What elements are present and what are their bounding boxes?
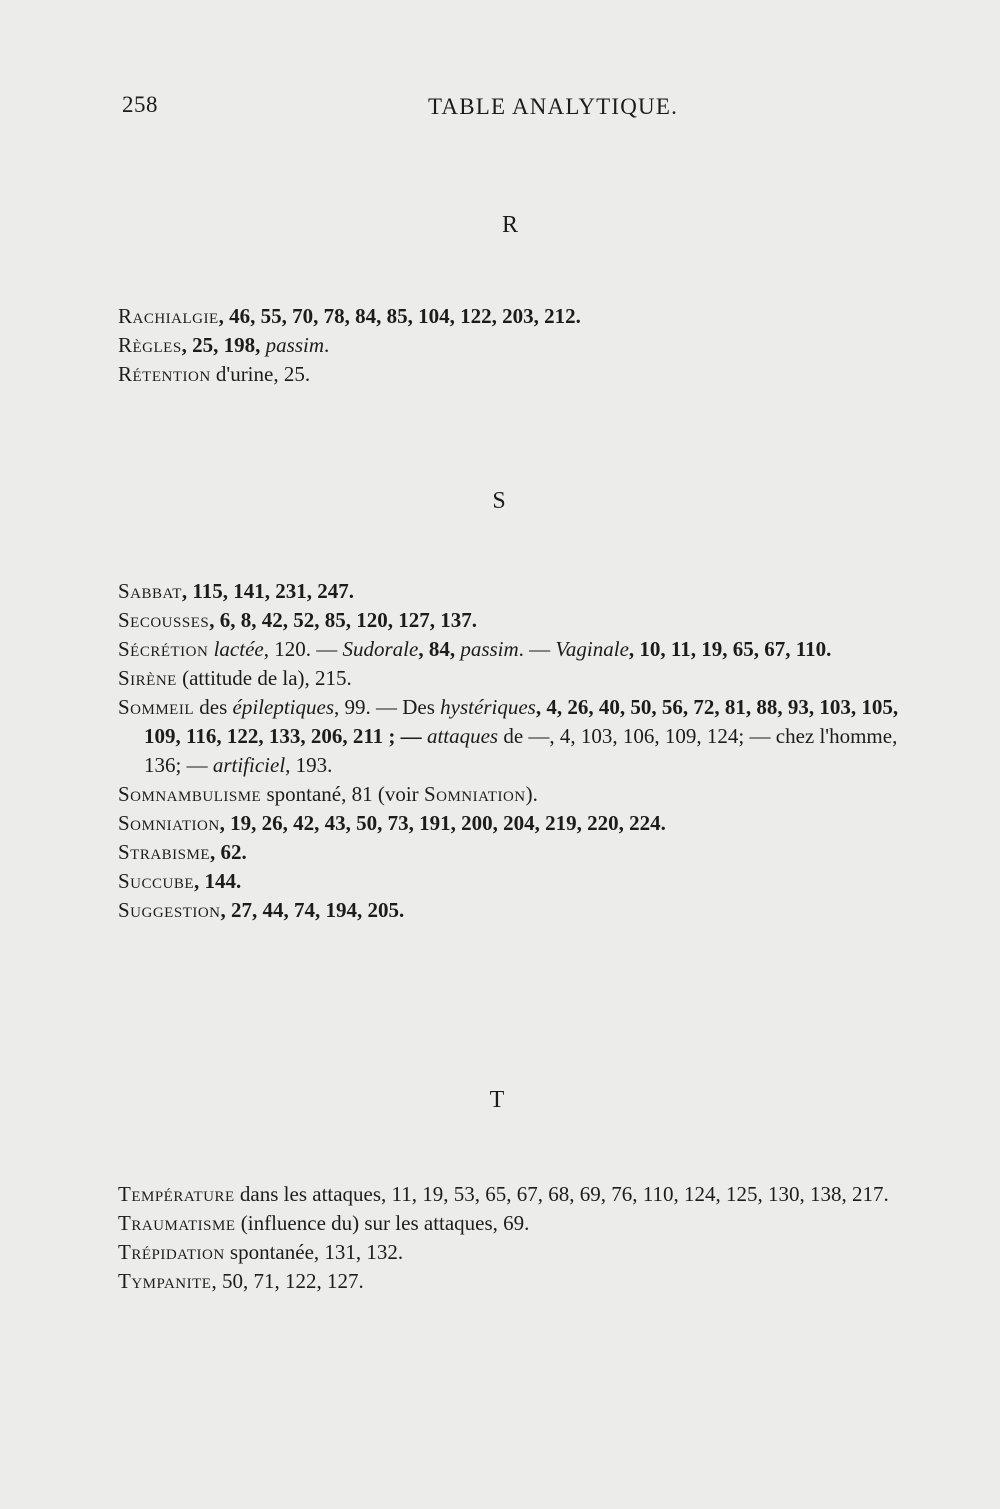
index-entry: [118, 838, 908, 867]
section-r-entries: [118, 302, 908, 389]
entry-italic: Vaginale: [555, 637, 629, 661]
entry-term: Succube: [118, 869, 195, 893]
index-entry: [118, 577, 908, 606]
entry-refs: , 62.: [210, 840, 247, 864]
entry-italic: passim: [460, 637, 519, 661]
entry-italic: passim: [265, 333, 325, 357]
section-letter-r: R: [501, 212, 518, 238]
entry-italic: lactée: [213, 637, 264, 661]
entry-refs: , 25, 198,: [181, 333, 266, 357]
index-entry: [118, 1209, 908, 1238]
entry-refs: , 19, 26, 42, 43, 50, 73, 191, 200, 204, 219, 220, 224.: [219, 811, 666, 835]
section-s-entries: [118, 577, 908, 925]
index-entry: [118, 1267, 908, 1296]
entry-term: Trépidation: [118, 1240, 225, 1264]
entry-term: Rétention: [118, 362, 211, 386]
entry-refs: , 144.: [194, 869, 242, 893]
entry-refs: , 50, 71, 122, 127.: [211, 1269, 364, 1293]
entry-refs: d'urine, 25.: [210, 362, 311, 386]
entry-term: Somnambulisme: [118, 782, 262, 806]
index-entry: [118, 867, 908, 896]
entry-part: des: [194, 695, 233, 719]
entry-part: , 4, 26, 40, 50, 56, 72, 81, 88, 93, 103, 105, 109, 116, 122, 133, 206, 211 ; —: [144, 695, 899, 748]
entry-term: Rachialgie: [118, 304, 219, 328]
entry-italic: hystériques: [440, 695, 536, 719]
entry-part: . —: [518, 637, 556, 661]
index-entry: [118, 693, 908, 780]
page-number: 258: [122, 92, 158, 117]
entry-term: Secousses: [118, 608, 210, 632]
entry-part: spontané, 81 (voir: [261, 782, 424, 806]
entry-term: Sécrétion: [118, 637, 209, 661]
section-t-entries: [118, 1180, 908, 1296]
index-entry: [118, 360, 908, 389]
entry-refs: , 46, 55, 70, 78, 84, 85, 104, 122, 203, 212.: [218, 304, 581, 328]
index-entry: [118, 809, 908, 838]
entry-term: Strabisme: [118, 840, 211, 864]
entry-italic: artificiel: [212, 753, 286, 777]
entry-part: , 193.: [285, 753, 333, 777]
entry-part: de —, 4, 103, 106, 109, 124; — chez l'homme, 136; —: [144, 724, 898, 777]
entry-crossref: Somniation: [423, 782, 526, 806]
entry-term: Somniation: [118, 811, 220, 835]
index-entry: [118, 606, 908, 635]
index-entry: [118, 780, 908, 809]
index-entry: [118, 664, 908, 693]
index-entry: [118, 1238, 908, 1267]
entry-part: , 10, 11, 19, 65, 67, 110.: [628, 637, 832, 661]
index-entry: [118, 635, 908, 664]
entry-refs: (attitude de la), 215.: [176, 666, 352, 690]
entry-refs: , 27, 44, 74, 194, 205.: [220, 898, 405, 922]
entry-refs: spontanée, 131, 132.: [224, 1240, 404, 1264]
index-entry: [118, 1180, 908, 1209]
entry-refs: dans les attaques, 11, 19, 53, 65, 67, 68, 69, 76, 110, 124, 125, 130, 138, 217.: [234, 1182, 889, 1206]
entry-term: Sommeil: [118, 695, 195, 719]
index-entry: [118, 896, 908, 925]
entry-refs: (influence du) sur les attaques, 69.: [235, 1211, 530, 1235]
section-letter-t: T: [489, 1087, 505, 1113]
running-head: TABLE ANALYTIQUE.: [428, 94, 679, 119]
entry-part: , 120. —: [263, 637, 343, 661]
entry-part: , 84,: [418, 637, 461, 661]
entry-italic: attaques: [426, 724, 499, 748]
entry-term: Règles: [118, 333, 182, 357]
entry-italic: épileptiques: [232, 695, 334, 719]
entry-italic: Sudorale: [342, 637, 419, 661]
entry-term: Tympanite: [118, 1269, 212, 1293]
entry-term: Traumatisme: [118, 1211, 236, 1235]
entry-refs: , 6, 8, 42, 52, 85, 120, 127, 137.: [209, 608, 477, 632]
entry-term: Sabbat: [118, 579, 182, 603]
index-entry: [118, 331, 908, 360]
entry-term: Sirène: [118, 666, 177, 690]
index-entry: [118, 302, 908, 331]
entry-tail: .: [324, 333, 330, 357]
section-letter-s: S: [492, 488, 506, 514]
entry-part: , 99. — Des: [334, 695, 441, 719]
entry-term: Température: [118, 1182, 235, 1206]
entry-refs: , 115, 141, 231, 247.: [181, 579, 354, 603]
entry-part: ).: [525, 782, 538, 806]
entry-term: Suggestion: [118, 898, 221, 922]
